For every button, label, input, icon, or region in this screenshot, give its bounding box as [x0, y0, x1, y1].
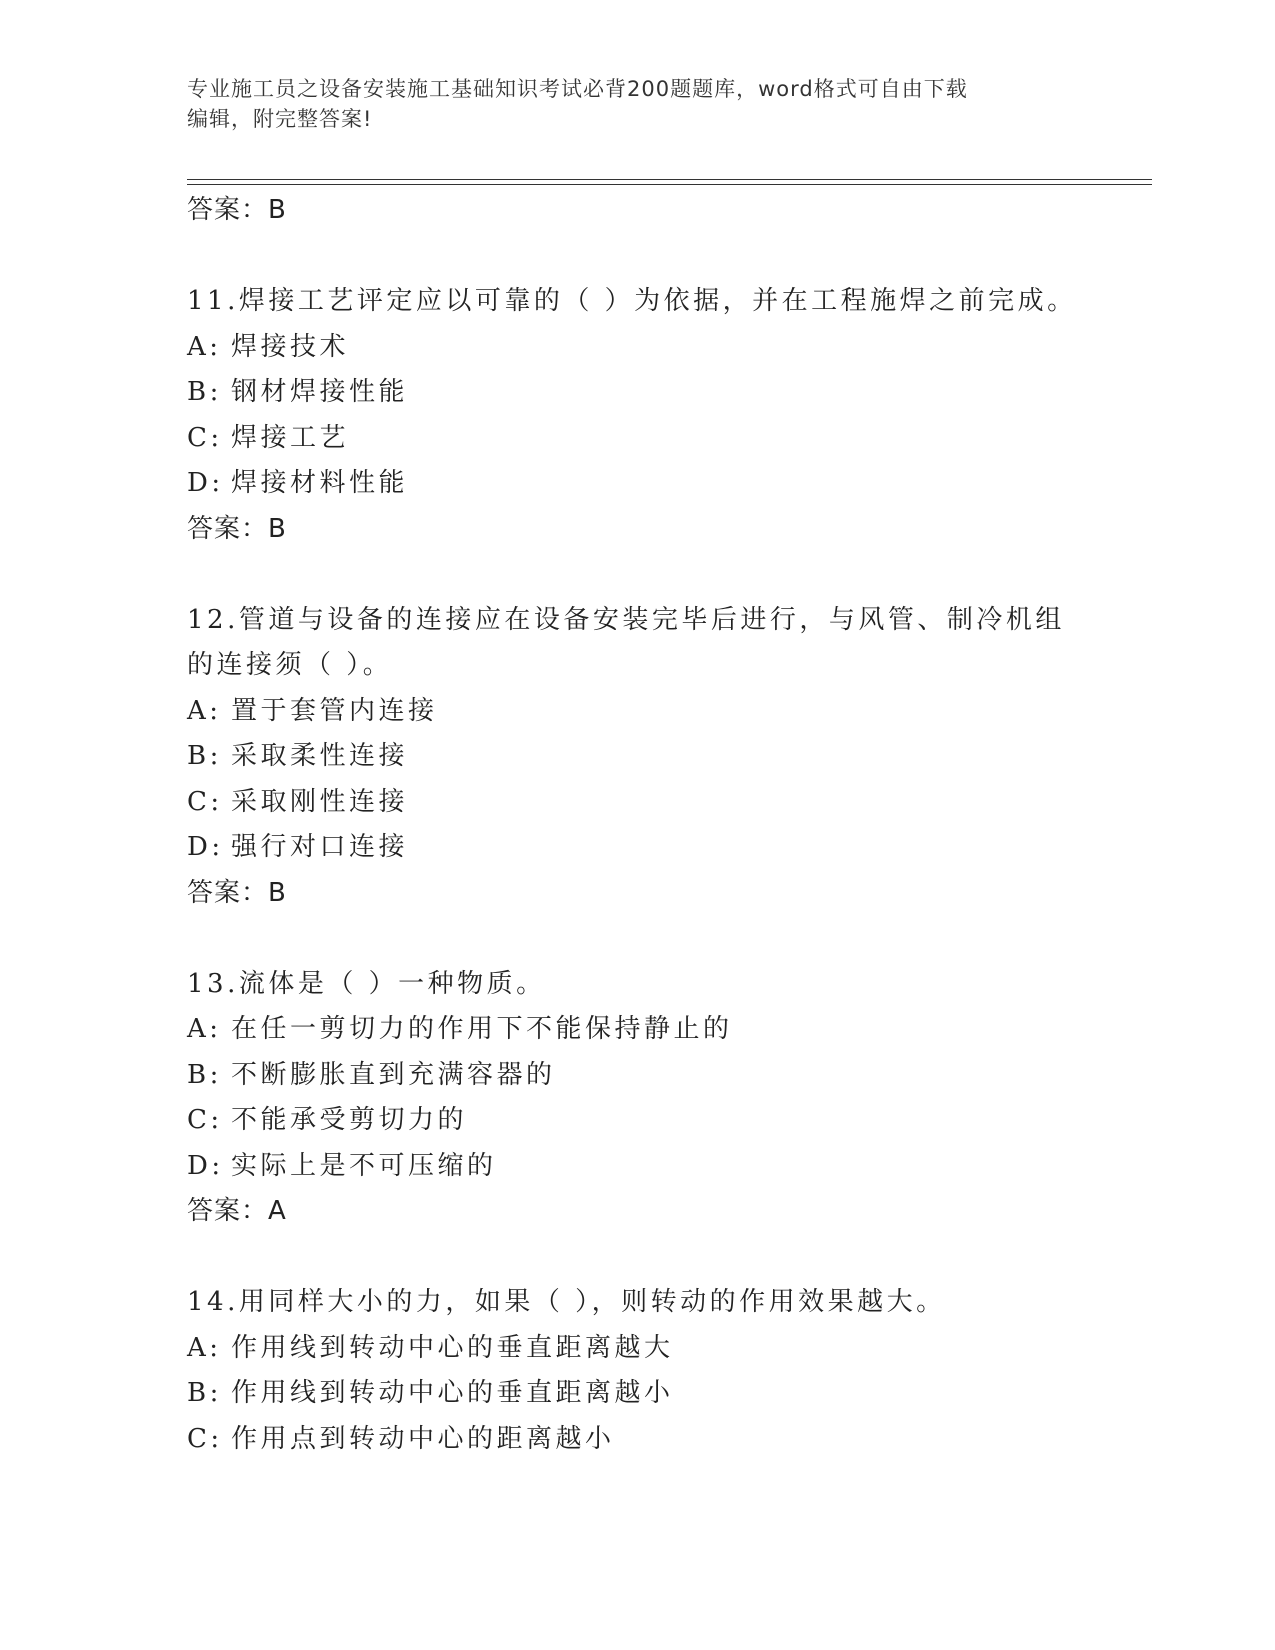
question-stem: 13.流体是（ ）一种物质。: [187, 968, 546, 999]
answer: 答案：B: [187, 877, 287, 908]
option-key: A:: [187, 331, 222, 362]
option-text: 焊接材料性能: [231, 468, 409, 498]
option-text: 作用线到转动中心的垂直距离越小: [231, 1378, 674, 1408]
option-text: 不断膨胀直到充满容器的: [231, 1059, 556, 1090]
option-b: [187, 1371, 1147, 1417]
question-12: [187, 598, 1147, 916]
option-text: 钢材焊接性能: [231, 377, 409, 407]
option-a: [187, 325, 1147, 371]
option-c: [187, 1417, 1147, 1463]
option-key: D:: [187, 1150, 224, 1181]
option-key: D:: [187, 832, 224, 862]
option-key: A:: [187, 1014, 222, 1044]
option-key: D:: [187, 468, 224, 498]
option-c: [187, 416, 1147, 462]
question-13: [187, 962, 1147, 1235]
option-key: B:: [187, 1378, 222, 1408]
header-title-line-1: 专业施工员之设备安装施工基础知识考试必背200题题库，word格式可自由下载: [187, 77, 968, 101]
option-text: 焊接技术: [231, 331, 350, 362]
option-key: C:: [187, 786, 223, 817]
option-a: [187, 1007, 1147, 1053]
question-11: [187, 279, 1147, 552]
option-a: [187, 1326, 1147, 1372]
option-text: 置于套管内连接: [231, 695, 438, 726]
option-a: [187, 689, 1147, 735]
option-text: 作用线到转动中心的垂直距离越大: [231, 1332, 674, 1363]
document-header: [187, 74, 1087, 134]
question-stem: 14.用同样大小的力，如果（ ），则转动的作用效果越大。: [187, 1287, 946, 1317]
option-text: 在任一剪切力的作用下不能保持静止的: [231, 1014, 733, 1044]
question-list: [187, 188, 1147, 1462]
option-d: [187, 1144, 1147, 1190]
previous-answer: 答案：B: [187, 195, 287, 225]
option-key: B:: [187, 1059, 222, 1090]
option-key: C:: [187, 422, 223, 453]
option-b: [187, 734, 1147, 780]
option-key: B:: [187, 377, 222, 407]
option-d: [187, 825, 1147, 871]
option-text: 作用点到转动中心的距离越小: [231, 1423, 615, 1454]
option-d: [187, 461, 1147, 507]
question-14: [187, 1280, 1147, 1462]
option-key: A:: [187, 1332, 222, 1363]
option-text: 实际上是不可压缩的: [231, 1150, 497, 1181]
option-text: 不能承受剪切力的: [231, 1105, 468, 1135]
option-text: 强行对口连接: [231, 832, 409, 862]
option-text: 采取柔性连接: [231, 741, 409, 771]
answer: 答案：A: [187, 1196, 287, 1226]
option-key: C:: [187, 1105, 223, 1135]
question-stem: 11.焊接工艺评定应以可靠的（ ）为依据，并在工程施焊之前完成。: [187, 286, 1077, 316]
option-c: [187, 1098, 1147, 1144]
answer: 答案：B: [187, 513, 287, 544]
header-title-line-2: 编辑，附完整答案!: [187, 107, 373, 131]
option-key: B:: [187, 741, 222, 771]
option-key: A:: [187, 695, 222, 726]
question-stem: 12.管道与设备的连接应在设备安装完毕后进行，与风管、制冷机组的连接须（ ）。: [187, 604, 1065, 680]
header-divider-bottom: [187, 184, 1152, 185]
option-text: 采取刚性连接: [231, 786, 409, 817]
option-b: [187, 370, 1147, 416]
option-key: C:: [187, 1423, 223, 1454]
header-divider-top: [187, 179, 1152, 180]
option-c: [187, 780, 1147, 826]
option-text: 焊接工艺: [231, 422, 350, 453]
option-b: [187, 1053, 1147, 1099]
